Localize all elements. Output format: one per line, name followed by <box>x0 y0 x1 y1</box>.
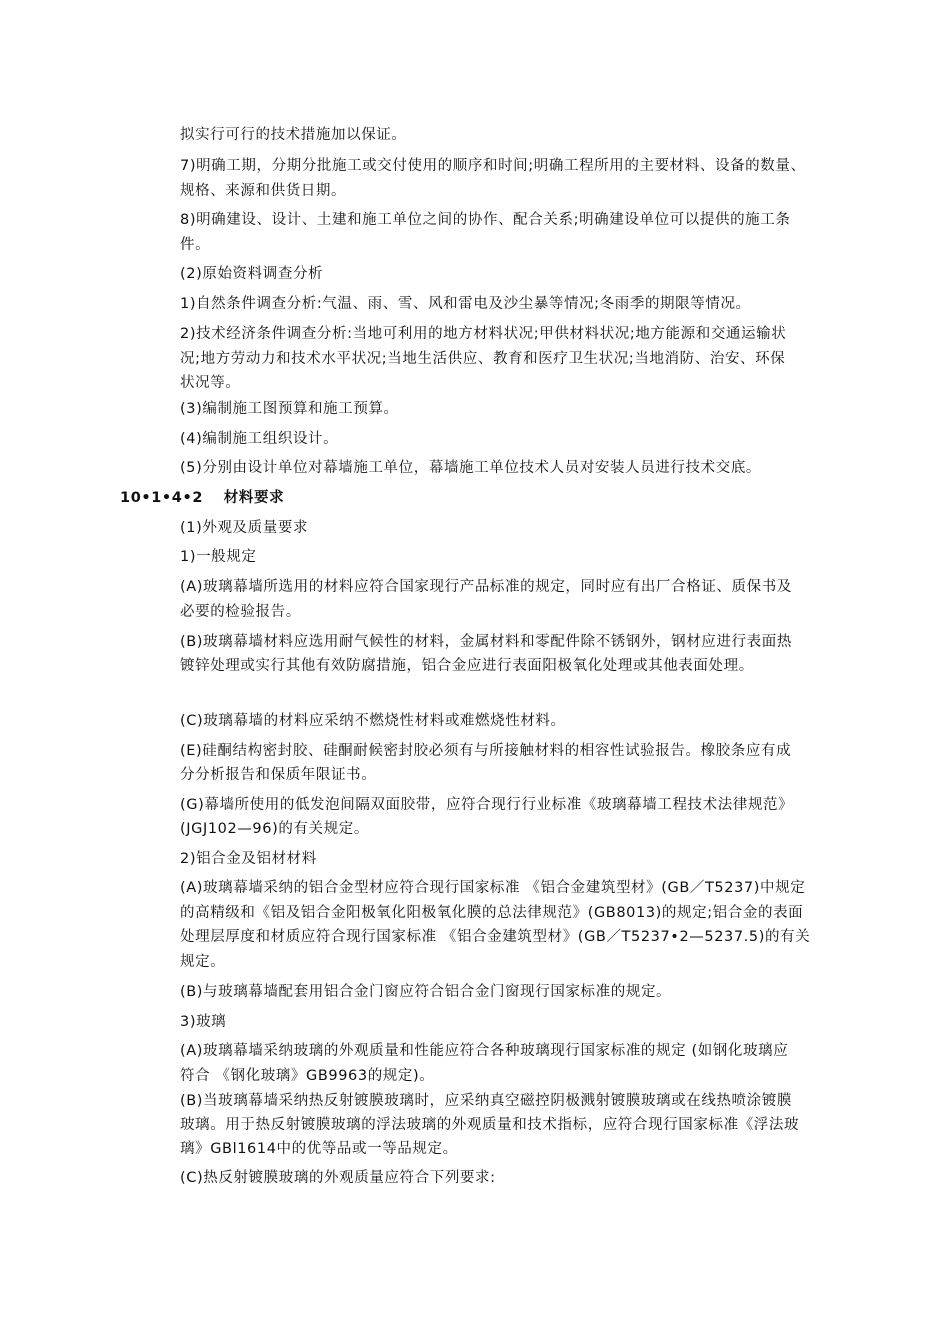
text-line: 的高精级和《铝及铝合金阳极氧化阳极氧化膜的总法律规范》(GB8013)的规定;铝合金的表面 <box>180 905 804 921</box>
text-line: (A)玻璃幕墙采纳玻璃的外观质量和性能应符合各种玻璃现行国家标准的规定 (如钢化玻璃应 <box>180 1043 789 1059</box>
text-line: 符合 《钢化玻璃》GB9963的规定)。 <box>180 1068 435 1084</box>
text-line: (E)硅酮结构密封胶、硅酮耐候密封胶必须有与所接触材料的相容性试验报告。橡胶条应有成 <box>180 743 792 759</box>
text-line: (G)幕墙所使用的低发泡间隔双面胶带，应符合现行行业标准《玻璃幕墙工程技术法律规范》 <box>180 797 794 813</box>
text-line: (A)玻璃幕墙采纳的铝合金型材应符合现行国家标准 《铝合金建筑型材》(GB／T5237)中规定 <box>180 880 806 896</box>
text-line: 规格、来源和供货日期。 <box>180 183 347 199</box>
section-subheading: (1)外观及质量要求 <box>180 520 309 536</box>
text-line: (C)热反射镀膜玻璃的外观质量应符合下列要求: <box>180 1170 496 1186</box>
text-line: 璃》GBl1614中的优等品或一等品规定。 <box>180 1141 458 1157</box>
text-line: (A)玻璃幕墙所选用的材料应符合国家现行产品标准的规定，同时应有出厂合格证、质保书及 <box>180 579 792 595</box>
text-line: (3)编制施工图预算和施工预算。 <box>180 401 399 417</box>
section-subheading: 1)一般规定 <box>180 549 257 565</box>
text-line: 件。 <box>180 237 211 253</box>
text-line: 况;地方劳动力和技术水平状况;当地生活供应、教育和医疗卫生状况;当地消防、治安、环保 <box>180 351 786 367</box>
text-line: 1)自然条件调查分析:气温、雨、雪、风和雷电及沙尘暴等情况;冬雨季的期限等情况。 <box>180 296 751 312</box>
text-line: 7)明确工期，分期分批施工或交付使用的顺序和时间;明确工程所用的主要材料、设备的数量、 <box>180 158 806 174</box>
section-subheading: (2)原始资料调查分析 <box>180 266 324 282</box>
text-line: (JGJ102—96)的有关规定。 <box>180 821 369 837</box>
text-line: 分分析报告和保质年限证书。 <box>180 767 377 783</box>
text-line: (B)玻璃幕墙材料应选用耐气候性的材料，金属材料和零配件除不锈钢外，钢材应进行表面热 <box>180 634 792 650</box>
text-line: (B)与玻璃幕墙配套用铝合金门窗应符合铝合金门窗现行国家标准的规定。 <box>180 984 672 1000</box>
text-line: (C)玻璃幕墙的材料应采纳不燃烧性材料或难燃烧性材料。 <box>180 713 566 729</box>
text-line: 规定。 <box>180 954 226 970</box>
text-line: (B)当玻璃幕墙采纳热反射镀膜玻璃时，应采纳真空磁控阴极溅射镀膜玻璃或在线热喷涂镀膜 <box>180 1093 792 1109</box>
text-line: 拟实行可行的技术措施加以保证。 <box>180 127 407 143</box>
section-subheading: 3)玻璃 <box>180 1014 227 1030</box>
text-line: 2)技术经济条件调查分析:当地可利用的地方材料状况;甲供材料状况;地方能源和交通运输状 <box>180 326 787 342</box>
text-line: 处理层厚度和材质应符合现行国家标准 《铝合金建筑型材》(GB／T5237•2—5237.5)的有关 <box>180 929 811 945</box>
text-line: (5)分别由设计单位对幕墙施工单位，幕墙施工单位技术人员对安装人员进行技术交底。 <box>180 460 762 476</box>
text-line: 必要的检验报告。 <box>180 604 301 620</box>
section-subheading: 2)铝合金及铝材材料 <box>180 851 317 867</box>
text-line: 镀锌处理或实行其他有效防腐措施，铝合金应进行表面阳极氧化处理或其他表面处理。 <box>180 658 754 674</box>
text-line: 8)明确建设、设计、土建和施工单位之间的协作、配合关系;明确建设单位可以提供的施工条 <box>180 212 791 228</box>
section-heading: 10•1•4•2 材料要求 <box>120 490 285 506</box>
text-line: (4)编制施工组织设计。 <box>180 431 339 447</box>
text-line: 状况等。 <box>180 375 241 391</box>
text-line: 玻璃。用于热反射镀膜玻璃的浮法玻璃的外观质量和技术指标，应符合现行国家标准《浮法玻 <box>180 1117 800 1133</box>
